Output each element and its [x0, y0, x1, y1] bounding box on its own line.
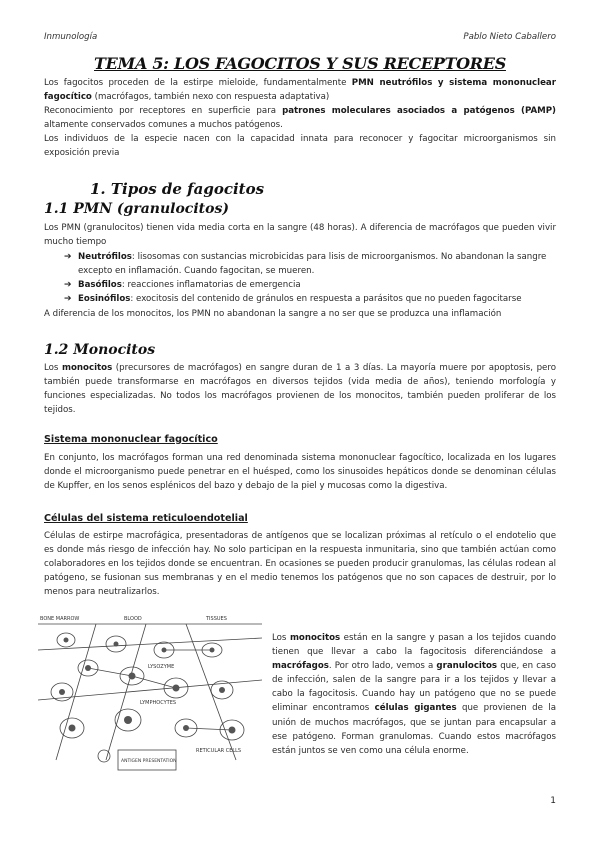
smf-paragraph: En conjunto, los macrófagos forman una red denominada sistema mononuclear fagocítico, localizada en los lugares donde el microorganismo puede penetrar en el huésped, como los sinusoides hepáticos donde se denominan células de Kupffer, en los senos esplénicos del bazo y debajo de la piel y mucosas como la digestiva. [44, 453, 556, 491]
heading-reticuloendotelial: Células del sistema reticuloendotelial [44, 513, 248, 524]
pmn-closing-paragraph: A diferencia de los monocitos, los PMN no abandonan la sangre a no ser que se produzca una inflamación [44, 309, 502, 319]
fig-label-lysozyme: LYSOZYME [148, 664, 175, 670]
fig-label-retic: RETICULAR CELLS [196, 748, 242, 754]
subsection-heading-monocitos: 1.2 Monocitos [44, 342, 156, 358]
monocitos-paragraph: Los monocitos (precursores de macrófagos) en sangre duran de 1 a 3 días. La mayoría muere por apoptosis, pero también puede transformarse en macrófagos en diversos tejidos (vida media de años), teniendo morfología y funciones especializadas. No todos los macrófagos provienen de los monocitos, también pueden proliferar de los tejidos. [44, 363, 556, 415]
intro-paragraph-2: Reconocimiento por receptores en superficie para patrones moleculares asociados a patógenos (PAMP) altamente conservados comunes a muchos patógenos. [44, 106, 557, 130]
heading-sistema-mononuclear: Sistema mononuclear fagocítico [44, 434, 218, 445]
section-heading-types: 1. Tipos de fagocitos [90, 180, 265, 198]
page-number: 1 [550, 796, 556, 806]
bullet-neutrofilos: ➔ Neutrófilos: lisosomas con sustancias microbicidas para lisis de microorganismos. No abandonan la sangre excepto en inflamación. Cuando fagocitan, se mueren. [64, 252, 547, 276]
phagocyte-diagram [36, 610, 264, 772]
pmn-closing [44, 307, 556, 321]
fig-label-bone: BONE MARROW [40, 616, 80, 622]
fig-label-antigen: ANTIGEN PRESENTATION [121, 759, 177, 764]
intro-paragraph-3: Los individuos de la especie nacen con la capacidad innata para reconocer y fagocitar microorganismos sin exposición previa [44, 134, 556, 158]
header-subject: Inmunología [44, 32, 98, 42]
fig-label-lymphocytes: LYMPHOCYTES [140, 700, 177, 706]
intro-paragraph-1: Los fagocitos proceden de la estirpe mieloide, fundamentalmente PMN neutrófilos y sistema mononuclear fagocítico (macrófagos, también nexo con respuesta adaptativa) [44, 78, 556, 102]
sre-paragraph: Células de estirpe macrofágica, presentadoras de antígenos que se localizan próximas al retículo o el endotelio que es donde más riesgo de infección hay. No solo participan en la respuesta inmunitaria, sino que también actúan como colaboradores en los tejidos donde se encuentran. En ocasiones se pueden producir granulomas, las células rodean al patógeno, se fusionan sus membranas y en el medio tenemos los patógenos que no son capaces de destruir, por lo menos para neutralizarlos. [44, 531, 556, 597]
page-title: TEMA 5: LOS FAGOCITOS Y SUS RECEPTORES [94, 54, 506, 73]
fig-label-tissues: TISSUES [206, 616, 227, 622]
caption-paragraph: Los monocitos están en la sangre y pasan a los tejidos cuando tienen que llevar a cabo la fagocitosis diferenciándose a macrófagos. Por otro lado, vemos a granulocitos que, en caso de infección, salen de la sangre para ir a los tejidos y llevar a cabo la fagocitosis. Cuando hay un patógeno que no se puede eliminar encontramos células gigantes que provienen de la unión de muchos macrófagos, que se juntan para encapsular a ese patógeno. Forman granulomas. Cuando estos macrófagos están juntos se ven como una célula enorme. [272, 633, 557, 756]
header-author: Pablo Nieto Caballero [463, 32, 556, 42]
arrow-icon: ➔ [64, 294, 72, 304]
arrow-icon: ➔ [64, 252, 72, 262]
intro-block [44, 76, 556, 160]
pmn-paragraph: Los PMN (granulocitos) tienen vida media corta en la sangre (48 horas). A diferencia de macrófagos que pueden vivir mucho tiempo [44, 223, 556, 247]
arrow-icon: ➔ [64, 280, 72, 290]
smf-text [44, 451, 556, 493]
pmn-text [44, 221, 556, 249]
bullet-eosinofilos: ➔ Eosinófilos: exocitosis del contenido de gránulos en respuesta a parásitos que no pueden fagocitarse [64, 294, 522, 304]
monocitos-text [44, 361, 556, 417]
subsection-heading-pmn: 1.1 PMN (granulocitos) [44, 201, 229, 217]
bullet-basofilos: ➔ Basófilos: reacciones inflamatorias de emergencia [64, 280, 301, 290]
sre-text [44, 529, 556, 599]
fig-label-blood: BLOOD [124, 616, 142, 622]
diagram-caption-text [272, 631, 556, 758]
